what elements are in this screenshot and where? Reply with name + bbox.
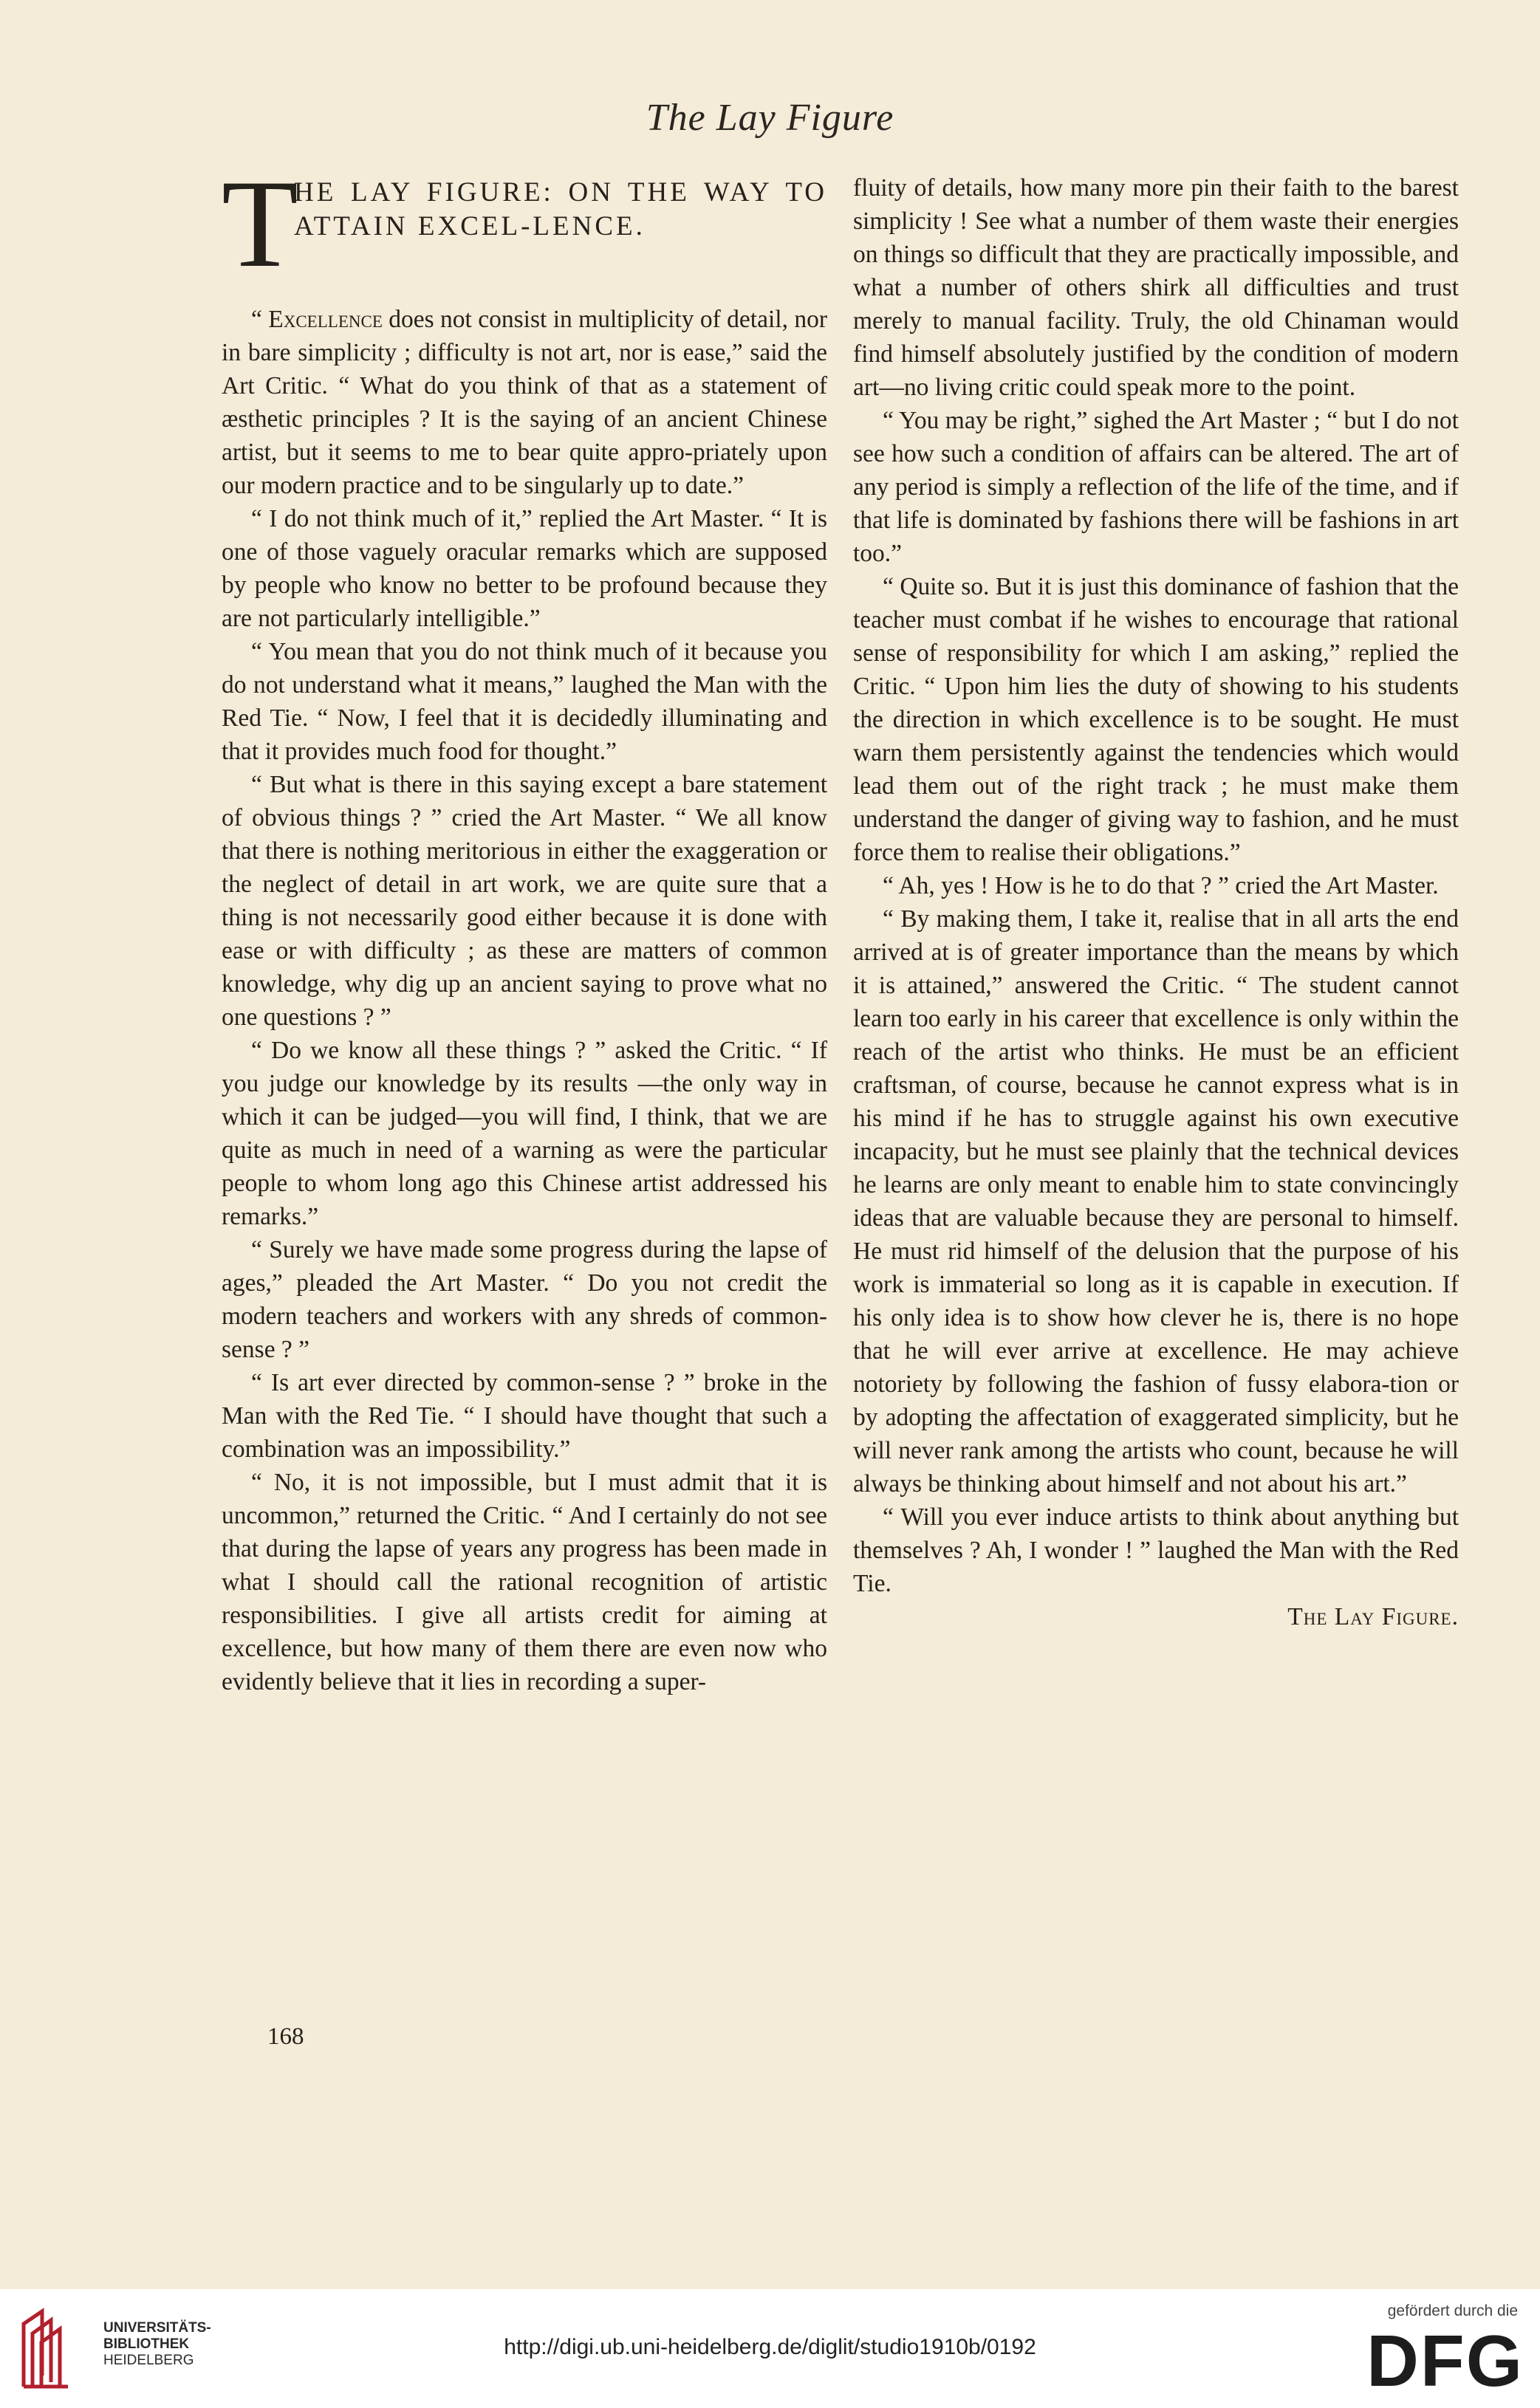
library-line-2: BIBLIOTHEK	[103, 2336, 190, 2352]
footer-bar	[0, 2289, 1540, 2408]
paragraph: “ Ah, yes ! How is he to do that ? ” cried the Art Master.	[883, 872, 1439, 899]
library-line-3: HEIDELBERG	[103, 2353, 194, 2368]
paragraph	[222, 502, 827, 635]
signature: The Lay Figure.	[1287, 1603, 1459, 1630]
paragraph-text: “ But what is there in this saying except a bare statement of obvious things ? ” cried the Art Master. “ We all know that there is nothing meritorious in either the exaggeration or the neglect of detail in art work, we are quite sure that a thing is not necessarily good either because it is done with ease or with difficulty ; as these are matters of common knowledge, why dig up an ancient saying to prove what no one questions ? ”	[222, 771, 827, 1031]
paragraph-text: “ No, it is not impossible, but I must admit that it is uncommon,” returned the Critic. “ And I certainly do not see that during the lapse of years any progress has been made in what I should call the rational recognition of artistic responsibilities. I give all artists credit for aiming at excellence, but how many of them there are even now who evidently believe that it lies in recording a super-	[222, 1469, 827, 1695]
library-line-1: UNIVERSITÄTS-	[103, 2320, 211, 2336]
left-paragraphs	[222, 303, 827, 1698]
dfg-logo[interactable]: DFG	[1366, 2320, 1524, 2401]
paragraph-text: “ Do we know all these things ? ” asked the Critic. “ If you judge our knowledge by its results —the only way in which it can be judged—you will find, I think, that we are quite as much in need of a warning as were the particular people to whom long ago this Chinese artist addressed his remarks.”	[222, 1037, 827, 1230]
funded-by-label: gefördert durch die	[1387, 2302, 1518, 2319]
drop-cap: T	[222, 154, 298, 293]
article-title-text: HE LAY FIGURE: ON THE WAY TO ATTAIN EXCEL-LENCE.	[294, 177, 827, 241]
left-column	[222, 154, 827, 1698]
paragraph	[222, 1034, 827, 1233]
paragraph-text: “ Is art ever directed by common-sense ? ” broke in the Man with the Red Tie. “ I should have thought that such a combination was an impossibility.”	[222, 1369, 827, 1463]
paragraph	[222, 1366, 827, 1466]
article-title	[222, 154, 827, 293]
source-url-link[interactable]: http://digi.ub.uni-heidelberg.de/diglit/studio1910b/0192	[504, 2335, 1036, 2359]
paragraph	[222, 303, 827, 502]
right-column	[853, 171, 1459, 1633]
paragraph: “ You may be right,” sighed the Art Master ; “ but I do not see how such a condition of affairs can be altered. The art of any period is simply a reflection of the life of the time, and if that life is dominated by fashions there will be fashions in art too.”	[853, 407, 1459, 567]
paragraph-lead-word: “ Excellence	[251, 306, 383, 333]
paragraph-text: “ Surely we have made some progress during the lapse of ages,” pleaded the Art Master. “ Do you not credit the modern teachers and workers with any shreds of common-sense ? ”	[222, 1236, 827, 1363]
paragraph-text: “ I do not think much of it,” replied the Art Master. “ It is one of those vaguely oracular remarks which are supposed by people who know no better to be profound because they are not particularly intelligible.”	[222, 505, 827, 632]
page-number: 168	[267, 2023, 304, 2050]
running-head: The Lay Figure	[646, 97, 894, 139]
paragraph	[222, 768, 827, 1034]
paragraph-text: “ You mean that you do not think much of it because you do not understand what it means,” laughed the Man with the Red Tie. “ Now, I feel that it is decidedly illuminating and that it provides much food for thought.”	[222, 638, 827, 765]
paragraph	[222, 635, 827, 768]
paragraph: “ Quite so. But it is just this dominance of fashion that the teacher must combat if he wishes to encourage that rational sense of responsibility for which I am asking,” replied the Critic. “ Upon him lies the duty of showing to his students the direction in which excellence is to be sought. He must warn them persistently against the tendencies which would lead them out of the right track ; he must make them understand the danger of giving way to fashion, and he must force them to realise their obligations.”	[853, 573, 1459, 866]
paragraph	[222, 1233, 827, 1366]
paragraph: fluity of details, how many more pin their faith to the barest simplicity ! See what a number of them waste their energies on things so difficult that they are practically impossible, and what a number of others shirk all difficulties and trust merely to manual facility. Truly, the old Chinaman would find himself absolutely justified by the condition of modern art—no living critic could speak more to the point.	[853, 174, 1459, 401]
paragraph: “ Will you ever induce artists to think about anything but themselves ? Ah, I wonder ! ” laughed the Man with the Red Tie.	[853, 1503, 1459, 1597]
paragraph-text: does not consist in multiplicity of detail, nor in bare simplicity ; difficulty is not art, nor is ease,” said the Art Critic. “ What do you think of that as a statement of æsthetic principles ? It is the saying of an ancient Chinese artist, but it seems to me to bear quite appro-priately upon our modern practice and to be singularly up to date.”	[222, 306, 827, 499]
paragraph	[222, 1466, 827, 1698]
right-paragraphs	[853, 171, 1459, 1600]
paragraph: “ By making them, I take it, realise that in all arts the end arrived at is of greater importance than the means by which it is attained,” answered the Critic. “ The student cannot learn too early in his career that excellence is only within the reach of the artist who thinks. He must be an efficient craftsman, of course, because he cannot express what is in his mind if he has to struggle against his own executive incapacity, but he must see plainly that the technical devices he learns are only meant to enable him to state convincingly ideas that are valuable because they are personal to himself. He must rid himself of the delusion that the purpose of his work is immaterial so long as it is capable in execution. If his only idea is to show how clever he is, there is no hope that he will ever arrive at excellence. He may achieve notoriety by following the fashion of fussy elabora-tion or by adopting the affectation of exaggerated simplicity, but he will never rank among the artists who count, because he will always be thinking about himself and not about his art.”	[853, 905, 1459, 1498]
